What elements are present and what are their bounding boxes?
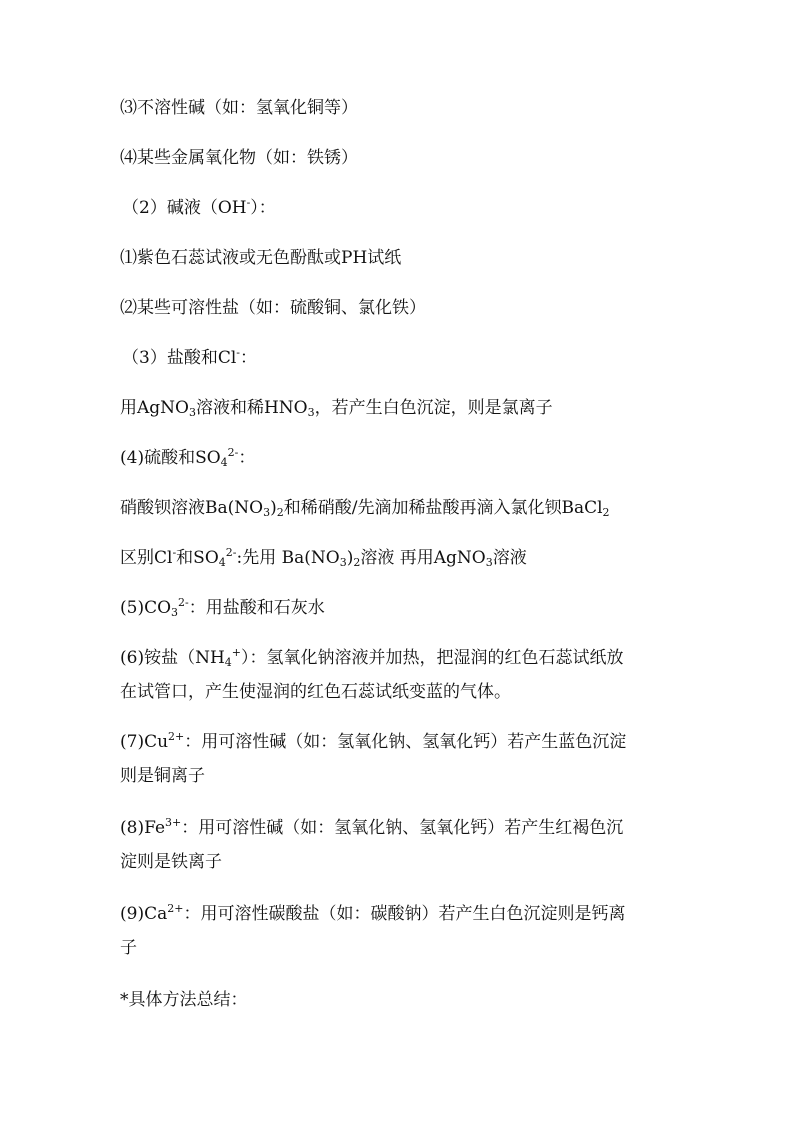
text-line-agno3-test: 用AgNO$_3$溶液和稀$HNO_3$，若产生白色沉淀，则是氯离子 xyxy=(120,398,553,419)
text-line-barium-nitrate: 硝酸钡溶液$Ba(NO_3)_2$和稀硝酸/先滴加稀盐酸再滴入氯化钡BaCl$_2$ xyxy=(120,498,610,519)
text-line-carbonate: $(5)CO_3^{2-}$：用盐酸和石灰水 xyxy=(120,596,325,619)
heading-sulfuric-so4: (4)硫酸和$SO_4^{2-}$： xyxy=(120,446,256,469)
heading-method-summary: *具体方法总结： xyxy=(120,990,248,1010)
text-line-calcium-ion: $(9)Ca^{2+}$：用可溶性碳酸盐（如：碳酸钠）若产生白色沉淀则是钙离 xyxy=(120,902,626,924)
text-line-calcium-ion-cont: 子 xyxy=(120,938,137,958)
text-line-iron-ion-cont: 淀则是铁离子 xyxy=(120,852,222,872)
text-line-indicator: ⑴紫色石蕊试液或无色酚酞或PH试纸 xyxy=(120,248,402,268)
text-line-ammonium-cont: 在试管口，产生使湿润的红色石蕊试纸变蓝的气体。 xyxy=(120,682,511,702)
text-line-distinguish-cl-so4: 区别Cl-和$SO_4^{2-}$:先用 $Ba(NO_3)_2$溶液 再用AgNO$_3$溶液 xyxy=(120,546,527,569)
heading-alkali-oh: （2）碱液（OH-）： xyxy=(122,196,276,218)
text-line-ammonium: (6)铵盐$(NH_4^+)$：氢氧化钠溶液并加热，把湿润的红色石蕊试纸放 xyxy=(120,646,624,669)
text-line-soluble-salt: ⑵某些可溶性盐（如：硫酸铜、氯化铁） xyxy=(120,298,426,318)
text-line-copper-ion-cont: 则是铜离子 xyxy=(120,766,205,786)
text-line-metal-oxide: ⑷某些金属氧化物（如：铁锈） xyxy=(120,148,358,168)
text-line-iron-ion: $(8)Fe^{3+}$：用可溶性碱（如：氢氧化钠、氢氧化钙）若产生红褐色沉 xyxy=(120,816,624,838)
text-line-insoluble-base: ⑶不溶性碱（如：氢氧化铜等） xyxy=(120,98,358,118)
heading-hcl-cl: （3）盐酸和Cl-： xyxy=(122,346,257,368)
text-line-copper-ion: $(7)Cu^{2+}$：用可溶性碱（如：氢氧化钠、氢氧化钙）若产生蓝色沉淀 xyxy=(120,730,627,752)
